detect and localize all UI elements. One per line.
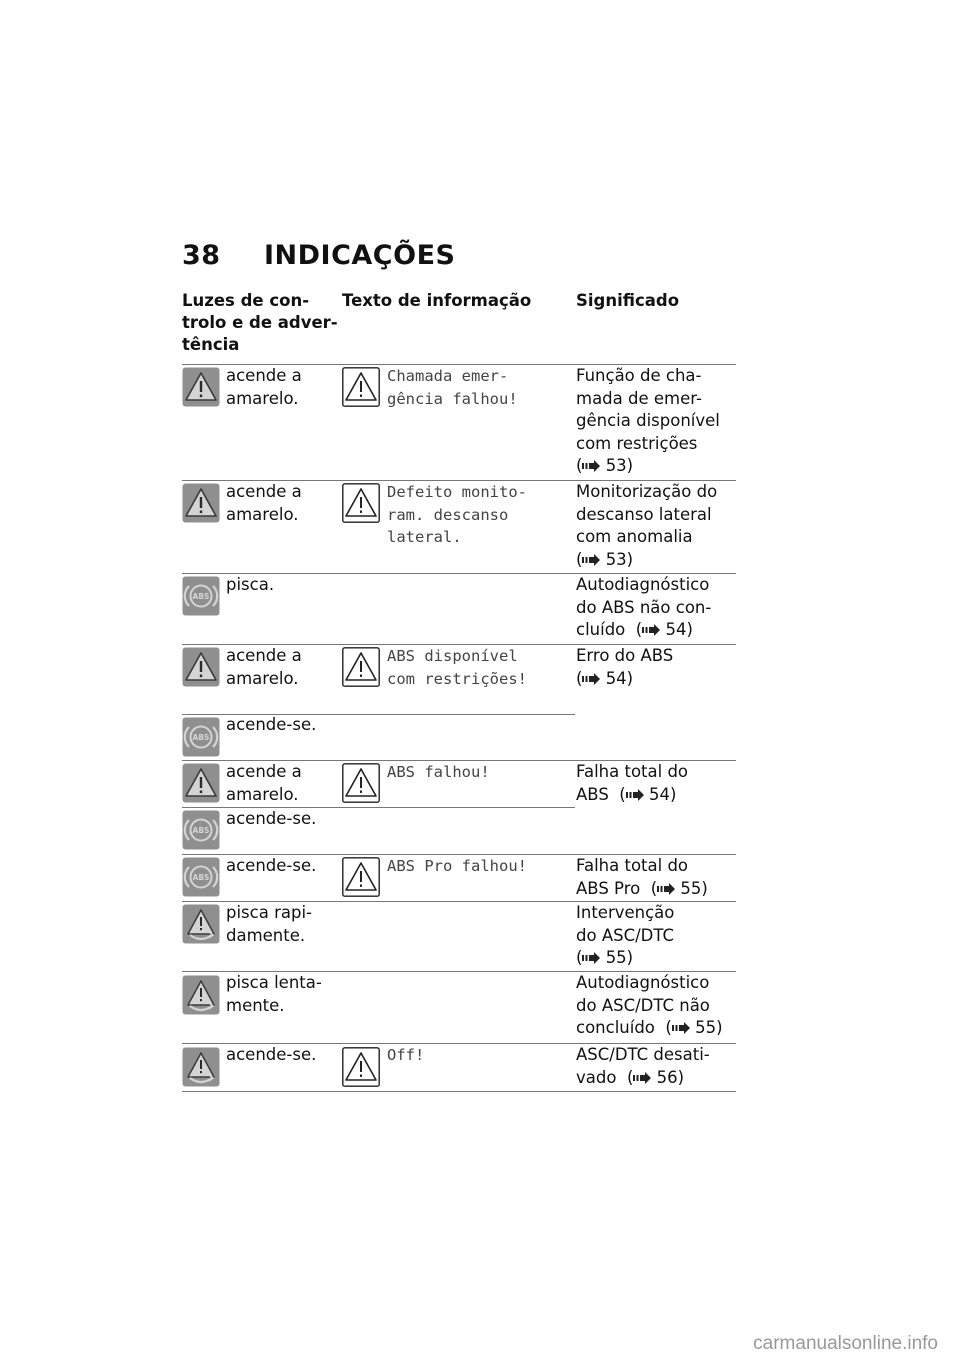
abs-icon (182, 717, 220, 757)
text-line: Chamada emer- (387, 367, 509, 385)
warning-triangle-icon (182, 483, 220, 523)
text-line: Autodiagnóstico (576, 973, 710, 992)
text-line: acende a (226, 646, 302, 665)
warning-triangle-icon (182, 763, 220, 803)
page-reference[interactable]: ( 53) (576, 549, 634, 569)
asc-dtc-icon (182, 904, 220, 944)
meaning-text (576, 645, 673, 690)
text-line: Falha total do (576, 856, 689, 875)
text-line: Monitorização do (576, 482, 718, 501)
arrow-reference-icon (582, 554, 600, 566)
light-status (226, 972, 322, 1017)
text-line: Falha total do (576, 762, 689, 781)
reference-page: 53) (605, 456, 634, 475)
reference-page: 54) (605, 668, 634, 688)
meaning-text (576, 855, 708, 900)
page-header (182, 240, 455, 271)
text-line: descanso lateral (576, 504, 712, 524)
text-line: gência disponível (576, 411, 720, 430)
text-line: pisca. (226, 575, 275, 594)
page-reference[interactable]: ( 53) (576, 456, 634, 475)
meaning-text (576, 902, 674, 970)
column-header-lights (182, 290, 338, 356)
watermark: carmanualsonline.info (753, 1333, 938, 1354)
page-number: 38 (182, 240, 221, 271)
column-header-line: tência (182, 335, 240, 354)
page-reference[interactable]: concluído ( 55) (576, 1018, 723, 1037)
text-line: damente. (226, 925, 306, 945)
text-line: com restrições (576, 433, 698, 453)
text-line: ABS Pro falhou! (387, 857, 527, 875)
arrow-reference-icon (642, 624, 660, 636)
light-status (226, 365, 302, 410)
text-line: acende a (226, 482, 302, 501)
svg-text:ABS: ABS (192, 826, 210, 835)
text-line: com restrições! (387, 669, 527, 688)
table-bottom-rule (182, 1091, 736, 1092)
abs-icon (182, 576, 220, 616)
text-line: do ASC/DTC não (576, 995, 710, 1015)
arrow-reference-icon (657, 883, 675, 895)
text-line: ABS (576, 784, 609, 804)
warning-triangle-display-icon (342, 647, 380, 687)
page-reference[interactable]: vado ( 56) (576, 1067, 685, 1087)
meaning-text (576, 481, 717, 571)
text-line: ABS Pro (576, 878, 641, 898)
page-reference[interactable]: cluído ( 54) (576, 620, 693, 639)
text-line: com anomalia (576, 527, 693, 546)
text-line: Defeito monito- (387, 483, 527, 501)
asc-dtc-icon (182, 975, 220, 1015)
text-line: acende a (226, 366, 302, 385)
warning-triangle-icon (182, 647, 220, 687)
text-line: Off! (387, 1046, 425, 1064)
info-text (387, 1044, 424, 1067)
arrow-reference-icon (582, 952, 600, 964)
text-line: acende-se. (226, 856, 317, 875)
arrow-reference-icon (582, 673, 600, 685)
text-line: amarelo. (226, 784, 299, 804)
reference-page: 56) (656, 1067, 685, 1087)
text-line: do ASC/DTC (576, 925, 674, 945)
reference-page: 55) (680, 878, 708, 898)
abs-icon (182, 857, 220, 897)
page-reference[interactable]: ( 54) (576, 668, 634, 688)
reference-page: 54) (648, 784, 677, 804)
info-text (387, 855, 527, 878)
column-header-text: Texto de informação (342, 291, 532, 310)
meaning-text (576, 1044, 710, 1089)
text-line: acende-se. (226, 1045, 317, 1064)
svg-text:ABS: ABS (192, 873, 210, 882)
info-text (387, 365, 518, 410)
text-line: ABS disponível (387, 647, 518, 665)
reference-page: 53) (605, 549, 634, 569)
text-line: pisca lenta- (226, 973, 322, 992)
reference-page: 55) (695, 1018, 723, 1037)
column-header-meaning: Significado (576, 291, 680, 310)
text-line: ASC/DTC desati- (576, 1045, 710, 1064)
reference-page: 55) (605, 948, 634, 967)
text-line: Autodiagnóstico (576, 575, 710, 594)
meaning-text (576, 761, 688, 806)
warning-triangle-display-icon (342, 367, 380, 407)
text-line: cluído (576, 620, 626, 639)
warning-triangle-display-icon (342, 857, 380, 897)
text-line: amarelo. (226, 388, 299, 408)
svg-text:ABS: ABS (192, 592, 210, 601)
text-line: amarelo. (226, 668, 299, 688)
text-line: lateral. (387, 528, 462, 546)
meaning-text (576, 972, 723, 1040)
warning-triangle-display-icon (342, 1047, 380, 1087)
info-text (387, 481, 527, 549)
svg-text:ABS: ABS (192, 733, 210, 742)
reference-page: 54) (665, 620, 693, 639)
light-status (226, 855, 316, 878)
text-line: ABS falhou! (387, 763, 490, 781)
arrow-reference-icon (672, 1022, 690, 1034)
text-line: mente. (226, 995, 285, 1015)
asc-dtc-icon (182, 1047, 220, 1087)
info-text (387, 645, 527, 690)
meaning-text (576, 365, 720, 478)
column-header-line: trolo e de adver- (182, 313, 338, 332)
text-line: pisca rapi- (226, 903, 312, 922)
arrow-reference-icon (633, 1072, 651, 1084)
meaning-text (576, 574, 711, 642)
light-status: acende-se. (226, 809, 317, 828)
abs-icon (182, 810, 220, 850)
text-line: Função de cha- (576, 366, 702, 385)
page-reference[interactable]: ( 55) (576, 948, 634, 967)
warning-triangle-display-icon (342, 483, 380, 523)
page-reference[interactable]: ABS Pro ( 55) (576, 878, 708, 898)
text-line: concluído (576, 1018, 655, 1037)
text-line: Erro do ABS (576, 646, 674, 665)
light-status (226, 1044, 316, 1067)
arrow-reference-icon (626, 789, 644, 801)
light-status (226, 481, 302, 526)
text-line: vado (576, 1067, 617, 1087)
light-status (226, 645, 302, 690)
info-text (387, 761, 490, 784)
text-line: do ABS não con- (576, 597, 712, 617)
warning-triangle-icon (182, 367, 220, 407)
text-line: ram. descanso (387, 505, 509, 524)
light-status: acende-se. (226, 715, 317, 734)
text-line: amarelo. (226, 504, 299, 524)
column-header-line: Luzes de con- (182, 291, 310, 310)
light-status (226, 761, 302, 806)
arrow-reference-icon (582, 460, 600, 472)
page-title: INDICAÇÕES (264, 240, 456, 271)
text-line: Intervenção (576, 903, 675, 922)
text-line: acende a (226, 762, 302, 781)
text-line: mada de emer- (576, 388, 702, 408)
light-status (226, 574, 274, 597)
light-status (226, 902, 312, 947)
page-reference[interactable]: ABS ( 54) (576, 784, 677, 804)
text-line: gência falhou! (387, 389, 518, 408)
warning-triangle-display-icon (342, 763, 380, 803)
